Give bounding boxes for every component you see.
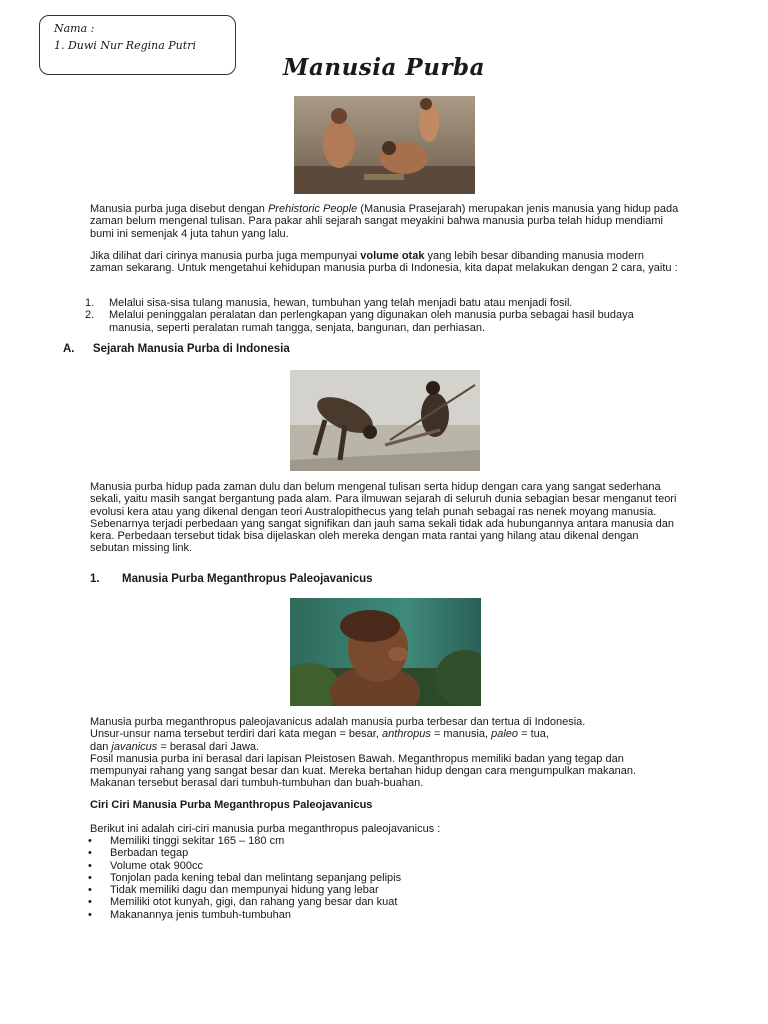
list-item: 2. Melalui peninggalan peralatan dan perlengkapan yang digunakan oleh manusia purba sebagai hasil budaya manusia, seperti peralatan rumah tangga, senjata, bangunan, dan perhiasan. — [85, 309, 634, 334]
section-a-heading: A. Sejarah Manusia Purba di Indonesia — [63, 343, 290, 355]
intro-paragraph-1: Manusia purba juga disebut dengan Prehistoric People (Manusia Prasejarah) merupakan jenis manusia yang hidup pada zaman belum mengenal tulisan. Para pakar ahli sejarah sangat meyakini bahwa manusia purba telah hidup mendiami bumi ini semenjak 4 juta tahun yang lalu. — [90, 203, 679, 240]
bullet-icon: • — [88, 859, 92, 872]
bullet-icon: • — [88, 884, 92, 897]
bullet-icon: • — [88, 847, 92, 860]
bullet-icon: • — [88, 835, 92, 847]
cave-people-photo — [294, 96, 475, 194]
list-item: • Memiliki tinggi sekitar 165 – 180 cm — [88, 835, 285, 847]
ciri-bullet-list — [88, 835, 588, 921]
name-box — [39, 15, 236, 75]
intro-numbered-list — [85, 297, 680, 334]
list-item: • Tidak memiliki dagu dan mempunyai hidung yang lebar — [88, 884, 379, 897]
bullet-icon: • — [88, 871, 92, 884]
subsection-1-heading: 1. Manusia Purba Meganthropus Paleojavanicus — [90, 573, 373, 585]
list-item: • Memiliki otot kunyah, gigi, dan rahang yang besar dan kuat — [88, 896, 398, 909]
list-item: • Makanannya jenis tumbuh-tumbuhan — [88, 908, 292, 921]
intro-paragraph-2: Jika dilihat dari cirinya manusia purba juga mempunyai volume otak yang lebih besar dibanding manusia modern zaman sekarang. Untuk mengetahui kehidupan manusia purba di Indonesia, kita dapat melakukan dengan 2 cara, yaitu : — [90, 250, 678, 275]
javanicus-line: dan javanicus = berasal dari Jawa. — [90, 740, 260, 753]
ciri-heading: Ciri Ciri Manusia Purba Meganthropus Paleojavanicus — [90, 799, 373, 811]
name-label: Nama : — [54, 22, 95, 35]
page-title: Manusia Purba — [283, 54, 486, 81]
unsur-line: Unsur-unsur nama tersebut terdiri dari kata megan = besar, anthropus = manusia, paleo = tua, — [90, 728, 549, 741]
bullet-icon: • — [88, 908, 92, 921]
hunters-photo — [290, 370, 480, 471]
section-a-paragraph: Manusia purba hidup pada zaman dulu dan belum mengenal tulisan serta hidup dengan cara yang sangat sederhana sekali, yaitu masih sangat bergantung pada alam. Para ilmuwan sejarah di seluruh dunia sebagian besar menganut teori evolusi kera atau yang dikenal dengan teori Australopithecus yang telah punah sebagai ras nenek moyang manusia. Sebenarnya terjadi perbedaan yang sangat signifikan dan jauh sama sekali tidak ada hubungannya antara manusia dan kera. Perbedaan tersebut tidak bisa dijelaskan oleh mereka dengan mata rantai yang hilang atau dikenal dengan sebutan missing link. — [90, 481, 677, 555]
list-item: 1. Melalui sisa-sisa tulang manusia, hewan, tumbuhan yang telah menjadi batu atau menjadi fosil. — [85, 297, 573, 309]
subsection-1-text: Manusia purba meganthropus paleojavanicus adalah manusia purba terbesar dan tertua di Indonesia. Unsur-unsur nama tersebut terdiri dari kata megan = besar, anthropus = manusia, paleo = tua, dan javanicus = berasal dari Jawa. Fosil manusia purba ini berasal dari lapisan Pleistosen Bawah. Meganthropus memiliki badan yang tegap dan mempunyai rahang yang sangat besar dan kuat. Mereka bertahan hidup dengan cara mengumpulkan makanan. Makanan tersebut berasal dari tumbuh-tumbuhan dan buah-buahan. — [90, 716, 682, 790]
list-item: • Volume otak 900cc — [88, 859, 203, 872]
bullet-icon: • — [88, 896, 92, 909]
intro-italic: Prehistoric People — [267, 203, 358, 215]
ciri-intro: Berikut ini adalah ciri-ciri manusia purba meganthropus paleojavanicus : — [90, 823, 441, 835]
meganthropus-photo — [290, 598, 481, 706]
name-member: 1. Duwi Nur Regina Putri — [54, 39, 196, 52]
list-item: • Tonjolan pada kening tebal dan melintang sepanjang pelipis — [88, 871, 402, 884]
intro-bold: volume otak — [360, 250, 425, 262]
list-item: • Berbadan tegap — [88, 847, 189, 860]
